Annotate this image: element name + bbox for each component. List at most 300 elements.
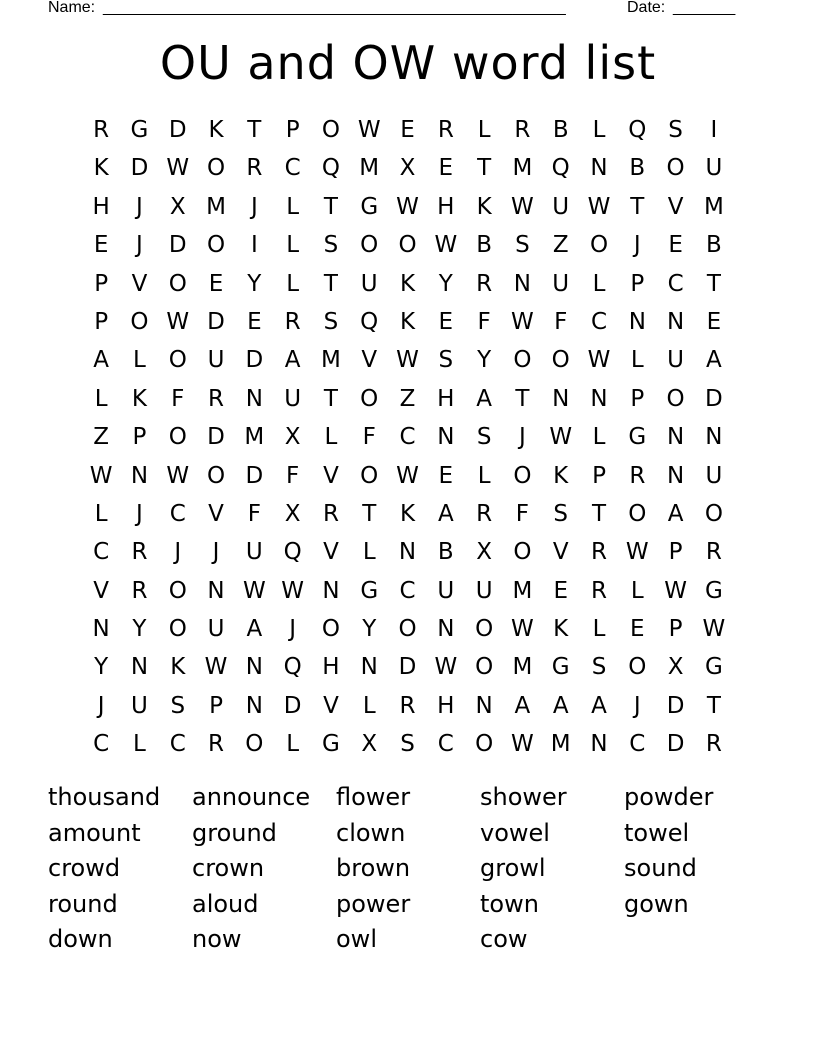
word-bank-item: amount [48,818,141,847]
grid-letter: T [247,117,262,143]
grid-letter: V [323,462,339,489]
grid-letter: C [629,731,646,758]
grid-row [82,610,733,648]
grid-letter: Z [399,385,416,412]
grid-letter: T [323,385,338,412]
grid-letter: R [705,731,722,758]
word-bank-row [48,780,768,816]
grid-letter: D [283,692,302,719]
grid-row [82,380,733,418]
grid-letter: K [399,308,416,335]
grid-letter: L [630,577,644,604]
page-title: OU and OW word list [159,36,657,90]
grid-letter: J [289,616,297,643]
grid-letter: X [399,155,416,182]
grid-letter: C [590,308,608,335]
grid-letter: W [396,193,419,220]
grid-letter: W [549,424,573,451]
grid-letter: R [131,539,148,566]
grid-letter: E [706,308,722,335]
grid-letter: N [398,539,417,566]
grid-letter: W [702,616,726,643]
grid-letter: N [130,654,149,681]
grid-letter: C [169,500,186,527]
grid-letter: D [398,654,417,681]
date-label: Date: [627,0,666,16]
grid-letter: T [706,270,721,297]
grid-letter: N [666,308,685,335]
grid-letter: N [552,385,570,412]
grid-letter: A [93,347,110,374]
word-bank-row [48,816,768,852]
grid-letter: N [513,270,532,297]
grid-letter: O [666,385,685,412]
grid-letter: O [321,117,340,143]
grid-row [82,533,733,571]
grid-letter: J [212,539,220,566]
grid-letter: X [361,731,378,758]
grid-letter: D [130,155,149,182]
grid-letter: G [322,731,340,758]
word-bank-item: power [336,889,411,918]
grid-letter: D [245,462,264,489]
grid-letter: R [629,462,646,489]
grid-letter: P [94,270,109,297]
grid-letter: L [133,731,146,758]
grid-letter: H [437,385,455,412]
grid-letter: H [92,193,110,220]
word-bank-item: towel [624,818,690,847]
grid-letter: W [511,308,534,335]
grid-letter: W [396,347,419,374]
grid-letter: S [668,117,683,143]
grid-letter: J [136,232,143,259]
grid-letter: V [323,692,339,719]
grid-letter: J [136,193,143,220]
grid-letter: C [284,155,301,182]
grid-letter: U [131,692,148,719]
grid-letter: F [286,462,300,489]
grid-letter: L [592,424,606,451]
word-bank-item: powder [624,783,714,811]
grid-letter: L [324,424,338,451]
grid-letter: A [437,500,454,527]
grid-letter: S [323,232,339,259]
grid-letter: R [246,155,263,182]
word-bank-item: clown [336,818,406,847]
grid-letter: M [512,654,533,681]
grid-letter: L [286,731,300,758]
grid-letter: O [360,385,379,412]
grid-letter: R [93,117,110,143]
grid-letter: P [630,270,645,297]
grid-letter: L [592,616,606,643]
grid-letter: M [321,347,341,374]
word-bank-row [48,851,768,887]
grid-letter: G [360,193,379,220]
grid-letter: G [704,654,723,681]
grid-letter: U [284,385,302,412]
grid-letter: O [206,155,226,182]
grid-letter: M [244,424,265,451]
grid-letter: M [512,577,533,604]
grid-row [82,457,733,495]
grid-letter: W [511,731,534,758]
grid-letter: W [587,193,611,220]
grid-letter: O [398,232,417,259]
grid-letter: A [706,347,722,374]
grid-letter: N [245,654,263,681]
grid-letter: Q [551,155,570,182]
grid-letter: W [357,117,381,143]
grid-letter: O [666,155,685,182]
grid-letter: R [131,577,148,604]
grid-letter: T [591,500,607,527]
grid-letter: O [360,462,379,489]
grid-letter: L [286,193,300,220]
grid-letter: R [591,577,607,604]
grid-letter: U [245,539,263,566]
grid-letter: O [628,654,647,681]
grid-letter: Q [360,308,379,335]
grid-letter: N [245,692,263,719]
grid-letter: E [208,270,224,297]
grid-letter: O [513,462,532,489]
grid-letter: K [399,500,416,527]
grid-letter: S [323,308,339,335]
grid-letter: O [475,731,494,758]
grid-letter: N [705,424,723,451]
name-label: Name: [48,0,96,16]
grid-letter: O [168,577,187,604]
grid-letter: U [207,347,225,374]
grid-letter: E [438,308,454,335]
grid-letter: O [206,462,226,489]
grid-letter: I [250,232,258,259]
grid-letter: F [477,308,491,335]
grid-letter: W [166,155,190,182]
grid-letter: T [630,193,645,220]
grid-letter: N [322,577,340,604]
grid-letter: P [94,308,109,335]
grid-letter: K [93,155,109,182]
grid-letter: U [437,577,455,604]
grid-letter: K [131,385,147,412]
grid-letter: L [592,117,606,143]
grid-letter: Y [132,616,147,643]
word-bank-item: owl [336,925,377,954]
grid-letter: O [628,500,647,527]
grid-letter: G [704,577,723,604]
grid-letter: U [705,155,723,182]
grid-letter: J [633,692,641,719]
grid-letter: S [438,347,454,374]
grid-row [82,725,733,763]
grid-letter: G [360,577,379,604]
grid-letter: S [170,692,186,719]
grid-letter: L [286,232,300,259]
grid-letter: K [476,193,492,220]
grid-letter: F [362,424,376,451]
grid-letter: P [132,424,147,451]
grid-letter: W [89,462,113,489]
grid-letter: O [398,616,417,643]
grid-letter: O [475,616,494,643]
grid-letter: W [511,616,534,643]
grid-letter: N [360,654,378,681]
grid-letter: T [706,692,721,719]
grid-row [82,149,733,187]
word-bank-item: now [192,925,242,954]
word-bank-item: crowd [48,854,121,883]
grid-letter: W [434,232,458,259]
grid-letter: A [246,616,263,643]
grid-letter: N [92,616,110,643]
grid-letter: A [552,692,569,719]
grid-letter: T [362,500,377,527]
grid-letter: E [438,155,454,182]
grid-letter: R [284,308,301,335]
grid-letter: C [399,577,416,604]
grid-letter: F [247,500,261,527]
grid-letter: W [242,577,266,604]
grid-letter: B [476,232,492,259]
grid-letter: L [94,385,108,412]
grid-letter: E [93,232,109,259]
grid-letter: T [515,385,530,412]
grid-letter: N [437,424,455,451]
grid-row [82,188,733,226]
grid-letter: T [323,270,338,297]
word-bank-item: brown [336,854,411,883]
grid-letter: W [204,654,228,681]
grid-letter: S [591,654,607,681]
grid-letter: L [133,347,146,374]
grid-letter: Q [283,539,302,566]
grid-letter: W [166,462,190,489]
word-bank-item: announce [192,783,311,811]
grid-letter: O [704,500,723,527]
grid-letter: W [396,462,419,489]
word-bank-item: flower [336,783,411,811]
grid-row [82,265,733,303]
word-bank-item: town [480,889,539,918]
grid-letter: T [477,155,492,182]
grid-letter: E [247,308,262,335]
grid-letter: D [705,385,723,412]
grid-letter: K [399,270,416,297]
grid-letter: E [630,616,645,643]
grid-letter: U [360,270,378,297]
grid-letter: X [667,654,684,681]
grid-letter: Q [628,117,647,143]
grid-letter: L [362,539,376,566]
grid-letter: D [207,308,225,335]
grid-letter: O [168,270,187,297]
grid-row [82,303,733,341]
word-bank [48,780,768,958]
grid-letter: D [168,232,187,259]
grid-letter: I [710,117,718,143]
grid-letter: J [250,193,258,220]
name-blank-line: ____________________________________________________ [103,0,566,16]
grid-letter: O [168,424,187,451]
grid-row [82,341,733,379]
grid-letter: Q [321,155,340,182]
grid-letter: Y [477,347,492,374]
grid-letter: G [628,424,647,451]
grid-letter: A [667,500,684,527]
grid-letter: Z [93,424,110,451]
grid-letter: E [668,232,683,259]
grid-letter: R [591,539,607,566]
grid-letter: C [169,731,186,758]
grid-letter: U [475,577,493,604]
grid-letter: B [552,117,569,143]
grid-letter: N [590,155,608,182]
word-bank-row [48,922,768,958]
word-bank-item: crown [192,854,265,883]
grid-letter: O [206,232,226,259]
grid-letter: J [136,500,143,527]
grid-letter: P [209,692,223,719]
grid-letter: W [587,347,611,374]
grid-letter: Q [283,654,302,681]
word-bank-item: gown [624,889,689,918]
word-bank-item: shower [480,783,567,811]
grid-letter: D [666,731,685,758]
grid-letter: N [666,424,685,451]
grid-letter: O [475,654,494,681]
grid-letter: C [399,424,416,451]
date-blank-line: _______ [673,0,736,16]
grid-letter: R [208,385,225,412]
word-bank-item: vowel [480,818,550,847]
grid-letter: J [174,539,182,566]
grid-letter: L [630,347,644,374]
grid-letter: U [705,462,723,489]
grid-letter: S [400,731,415,758]
grid-row [82,226,733,264]
grid-letter: W [281,577,304,604]
grid-letter: J [97,692,105,719]
grid-letter: S [553,500,569,527]
grid-letter: P [630,385,645,412]
grid-letter: O [551,347,570,374]
grid-letter: A [514,692,531,719]
grid-letter: J [519,424,526,451]
grid-letter: F [171,385,185,412]
grid-letter: R [705,539,722,566]
grid-letter: B [706,232,722,259]
header [48,0,748,18]
grid-letter: P [668,616,683,643]
grid-letter: E [400,117,415,143]
grid-letter: O [513,539,532,566]
grid-letter: O [360,232,379,259]
grid-letter: F [515,500,530,527]
grid-letter: D [207,424,225,451]
grid-letter: P [592,462,606,489]
grid-letter: R [399,692,416,719]
grid-row [82,111,733,149]
grid-letter: U [552,193,570,220]
grid-letter: D [245,347,264,374]
grid-letter: V [323,539,339,566]
grid-letter: G [551,654,570,681]
word-bank-row [48,887,768,923]
grid-letter: J [633,232,641,259]
grid-letter: A [284,347,301,374]
grid-letter: R [514,117,531,143]
grid-letter: H [322,654,340,681]
grid-letter: F [554,308,568,335]
word-bank-item: aloud [192,889,259,918]
grid-letter: E [553,577,568,604]
grid-letter: W [511,193,534,220]
grid-letter: K [208,117,224,143]
grid-letter: C [667,270,684,297]
word-bank-item: cow [480,925,528,954]
grid-letter: M [550,731,571,758]
grid-letter: L [362,692,376,719]
grid-letter: P [668,539,683,566]
letter-grid [82,111,733,764]
word-bank-item: thousand [48,783,161,811]
grid-letter: N [245,385,263,412]
grid-letter: L [592,270,606,297]
grid-letter: N [590,385,608,412]
grid-letter: K [553,616,569,643]
grid-letter: L [477,117,491,143]
grid-letter: O [245,731,264,758]
grid-letter: X [284,424,301,451]
grid-letter: L [477,462,491,489]
grid-letter: Z [552,232,569,259]
grid-letter: D [168,117,187,143]
grid-letter: Y [94,654,109,681]
grid-letter: N [475,692,493,719]
grid-letter: N [666,462,685,489]
grid-row [82,418,733,456]
grid-letter: C [93,731,110,758]
grid-letter: Y [247,270,262,297]
grid-letter: V [93,577,110,604]
grid-letter: N [437,616,455,643]
grid-letter: M [512,155,533,182]
grid-letter: Y [362,616,377,643]
word-bank-item: sound [624,854,697,883]
grid-letter: A [591,692,607,719]
grid-letter: H [437,692,455,719]
grid-letter: R [476,500,493,527]
grid-letter: D [666,692,685,719]
grid-letter: X [284,500,301,527]
grid-letter: V [361,347,378,374]
grid-letter: O [168,347,187,374]
grid-letter: U [667,347,685,374]
grid-letter: R [437,117,454,143]
grid-letter: N [207,577,225,604]
grid-row [82,687,733,725]
grid-letter: M [703,193,724,220]
word-bank-item: ground [192,818,277,847]
grid-letter: O [321,616,340,643]
grid-row [82,495,733,533]
grid-row [82,572,733,610]
grid-letter: A [476,385,492,412]
grid-letter: X [476,539,492,566]
